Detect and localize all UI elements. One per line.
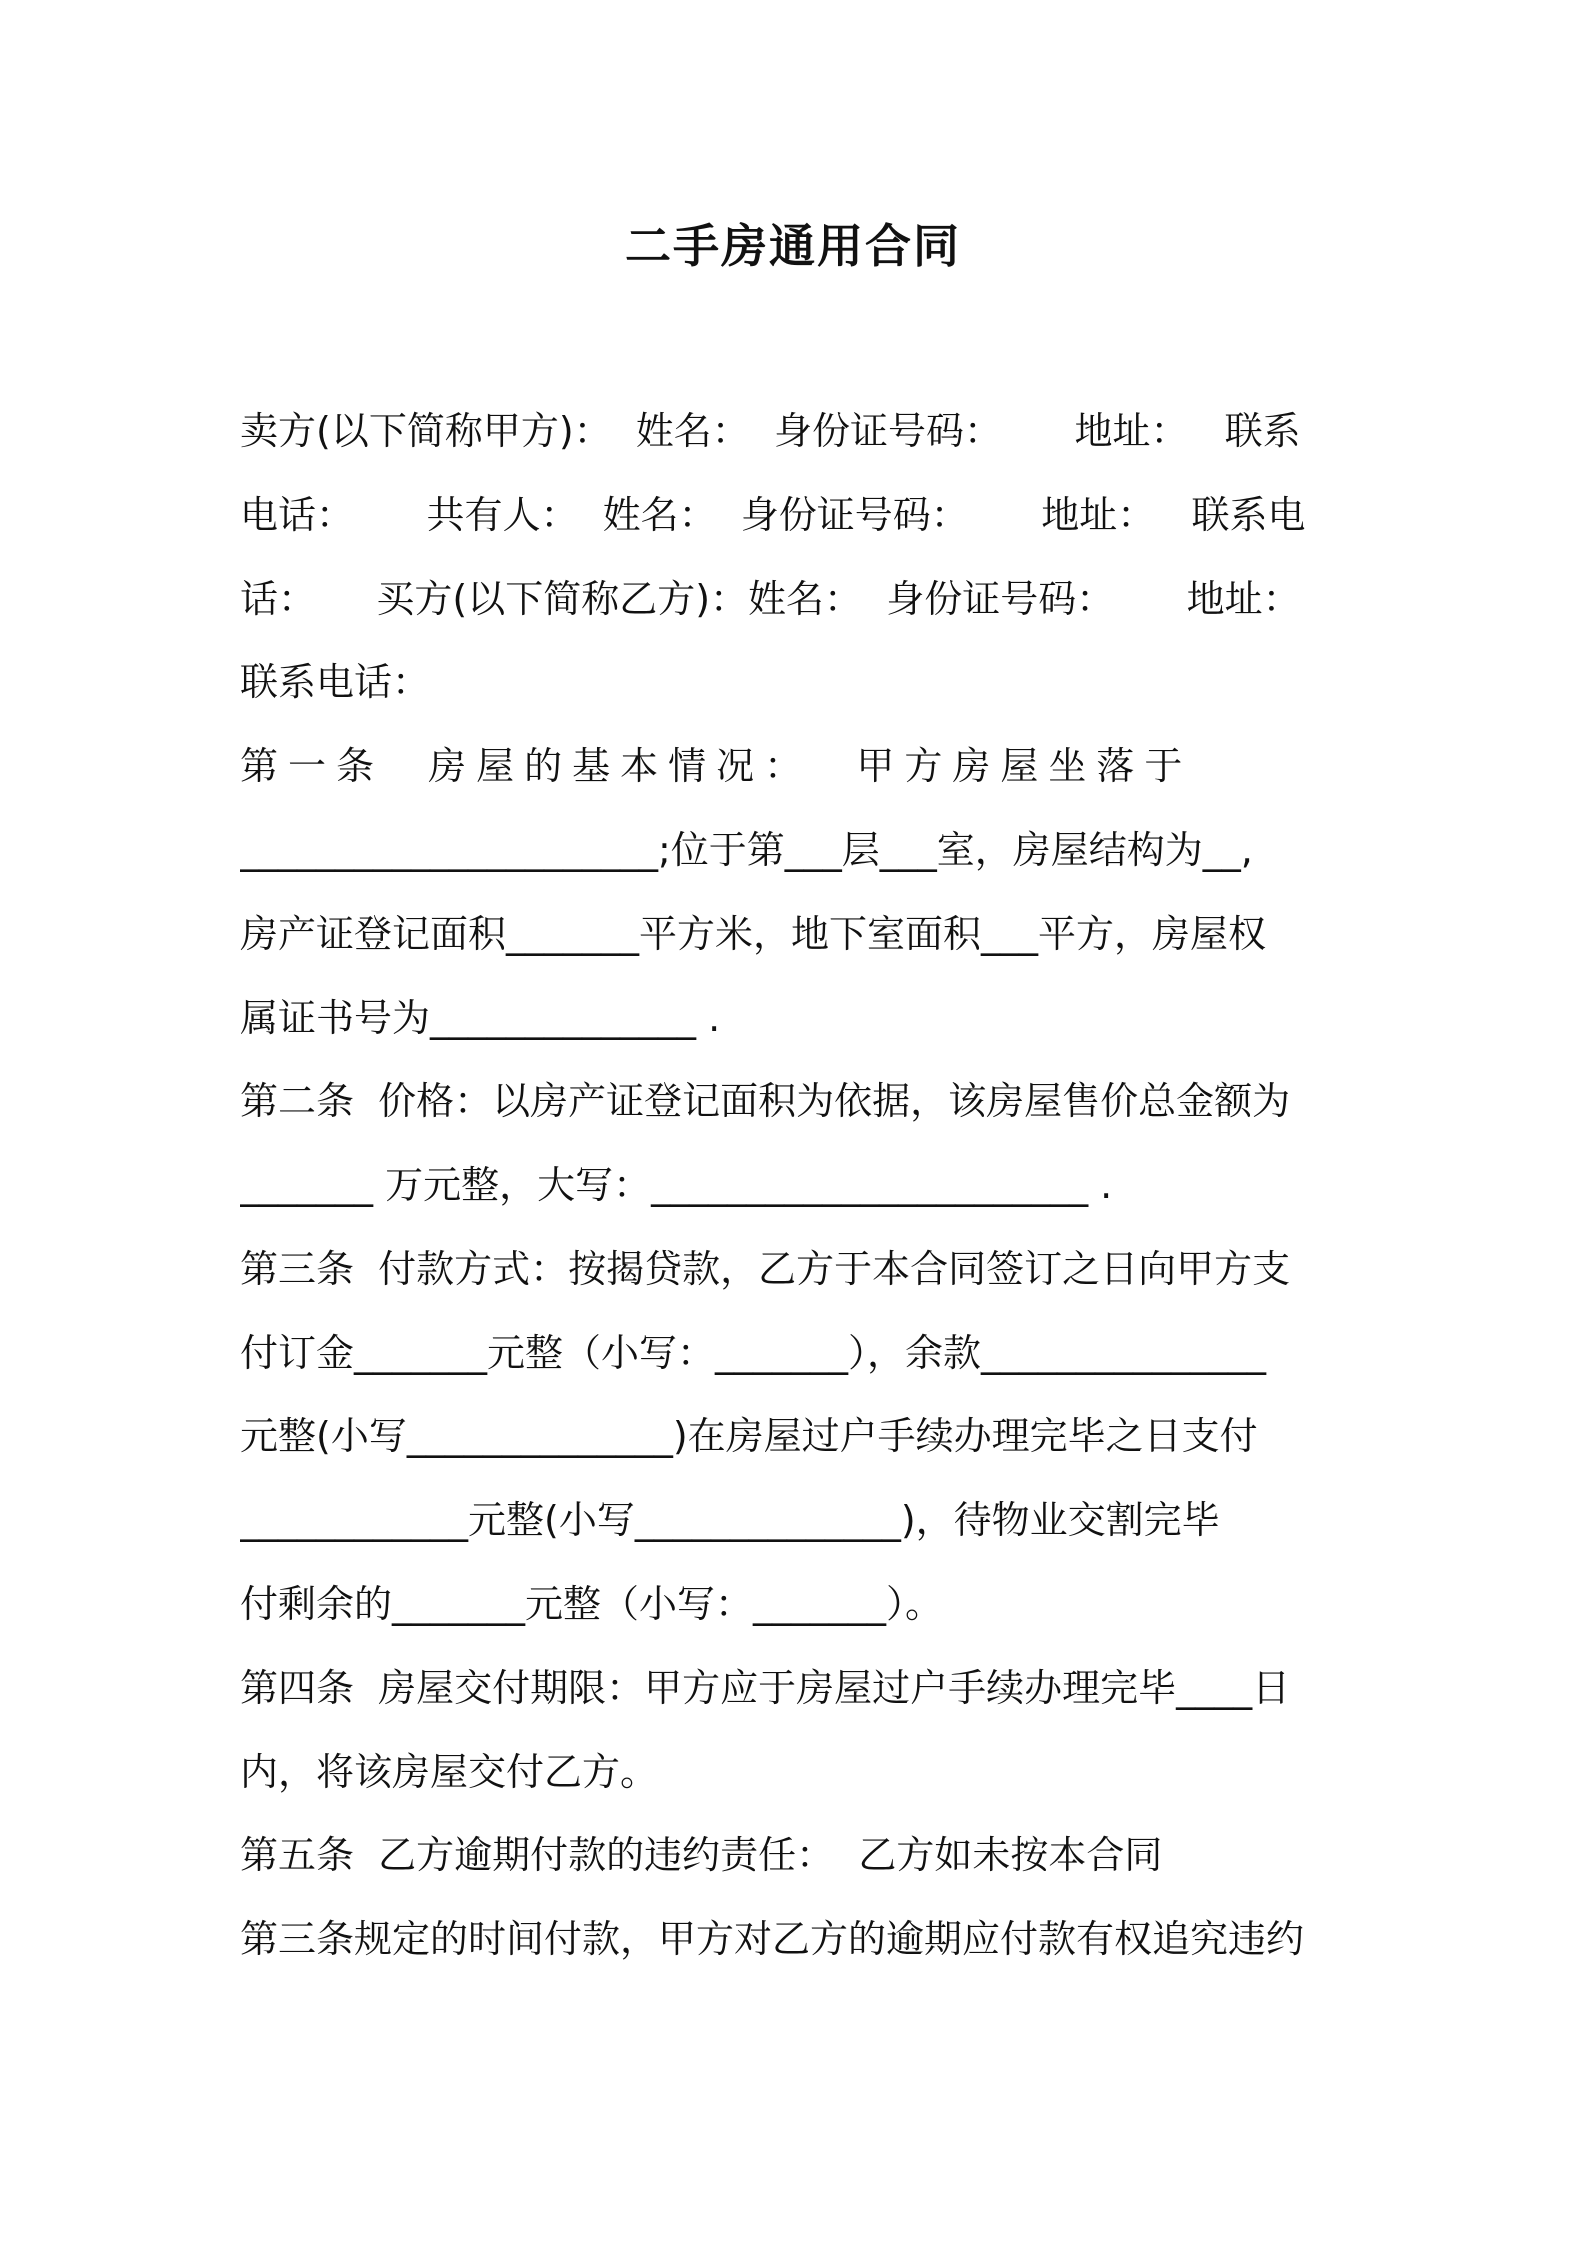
- text-line-14: ____________元整(小写______________)，待物业交割完毕: [240, 1498, 1220, 1542]
- article-2-heading: 第二条 价格：以房产证登记面积为依据，该房屋售价总金额为: [240, 1079, 1291, 1123]
- article-5-heading: 第五条 乙方逾期付款的违约责任： 乙方如未按本合同: [240, 1833, 1163, 1877]
- article-1-heading: 第一条 房屋的基本情况： 甲方房屋坐落于: [240, 744, 1193, 788]
- article-4-heading: 第四条 房屋交付期限：甲方应于房屋过户手续办理完毕____日: [240, 1666, 1291, 1710]
- text-line-3: 话： 买方(以下简称乙方)：姓名： 身份证号码： 地址：: [240, 577, 1301, 621]
- text-line-13: 元整(小写______________)在房屋过户手续办理完毕之日支付: [240, 1414, 1258, 1458]
- text-line-10: _______ 万元整，大写：_______________________ .: [240, 1163, 1113, 1207]
- text-line-4: 联系电话：: [240, 660, 431, 704]
- text-line-6: ______________________;位于第___层___室，房屋结构为__,: [240, 828, 1253, 872]
- article-3-heading: 第三条 付款方式：按揭贷款，乙方于本合同签订之日向甲方支: [240, 1247, 1291, 1291]
- text-line-8: 属证书号为______________ .: [240, 996, 721, 1040]
- text-line-17: 内，将该房屋交付乙方。: [240, 1750, 659, 1794]
- text-line-1: 卖方(以下简称甲方)： 姓名： 身份证号码： 地址： 联系: [240, 409, 1301, 453]
- text-line-2: 电话： 共有人： 姓名： 身份证号码： 地址： 联系电: [240, 493, 1306, 537]
- text-line-15: 付剩余的_______元整（小写：_______）。: [240, 1582, 944, 1626]
- text-line-12: 付订金_______元整（小写：_______），余款_______________: [240, 1331, 1267, 1375]
- document-title: 二手房通用合同: [625, 219, 961, 273]
- text-line-19: 第三条规定的时间付款，甲方对乙方的逾期应付款有权追究违约: [240, 1917, 1305, 1961]
- text-line-7: 房产证登记面积_______平方米，地下室面积___平方，房屋权: [240, 912, 1267, 956]
